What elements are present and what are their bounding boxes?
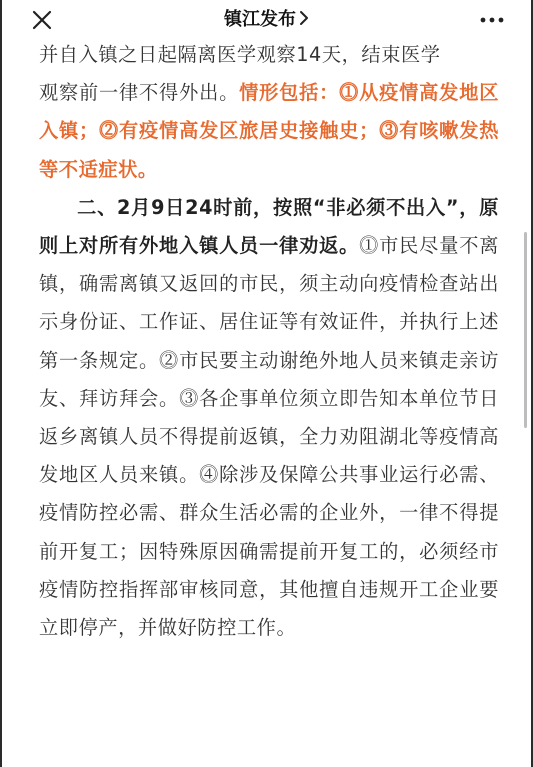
top-navigation-bar: [2, 0, 531, 40]
article-body: [39, 36, 499, 647]
paragraph-2: [39, 189, 499, 647]
paragraph-1-line-1: 并自入镇之日起隔离医学观察14天，结束医学: [39, 43, 441, 66]
paragraph-1-plain: 观察前一律不得外出。: [39, 81, 240, 105]
more-icon[interactable]: [479, 10, 505, 30]
chevron-right-icon: [299, 8, 309, 34]
close-icon[interactable]: [30, 8, 54, 32]
paragraph-2-bold: 二、2月9日24时前，按照“非必须不出入”，原则上对所有外地入镇人员一律劝返。: [39, 195, 499, 258]
account-name-link[interactable]: [224, 9, 309, 30]
account-name-text: 镇江发布: [224, 9, 296, 30]
scrollbar-thumb[interactable]: [524, 232, 527, 428]
paragraph-1: [39, 36, 499, 189]
paragraph-1-highlight: 情形包括：⓵从疫情高发地区入镇；⓶有疫情高发区旅居史接触史；⓷有咳嗽发热等不适症状。: [39, 81, 499, 181]
account-title: [2, 7, 531, 34]
paragraph-2-text: ⓵市民尽量不离镇，确需离镇又返回的市民，须主动向疫情检查站出示身份证、工作证、居住证等有效证件，并执行上述第一条规定。⓶市民要主动谢绝外地人员来镇走亲访友、拜访拜会。⓷各企事单位须立即告知本单位节日返乡离镇人员不得提前返镇，全力劝阻湖北等疫情高发地区人员来镇。⓸除涉及保障公共事业运行必需、疫情防控必需、群众生活必需的企业外，一律不得提前开复工；因特殊原因确需提前开复工的，必须经市疫情防控指挥部审核同意，其他擅自违规开工企业要立即停产，并做好防控工作。: [39, 234, 499, 640]
